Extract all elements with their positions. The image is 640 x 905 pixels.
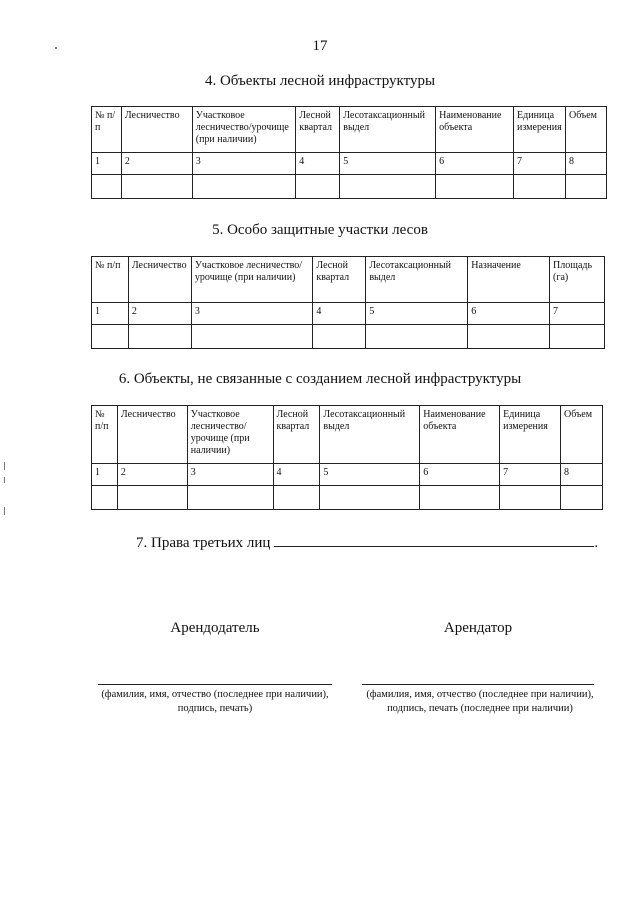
third-party-rights-label: 7. Права третьих лиц bbox=[136, 535, 271, 551]
table-cell: 5 bbox=[340, 153, 436, 175]
table-cell: 4 bbox=[313, 303, 366, 325]
header-cell: Объем bbox=[566, 107, 607, 153]
table-cell: 3 bbox=[191, 303, 313, 325]
table-cell: 3 bbox=[187, 464, 273, 486]
lessee-caption-line1: (фамилия, имя, отчество (последнее при наличии), bbox=[366, 689, 594, 700]
header-cell: Участковое лесничество/ урочище (при наличии) bbox=[187, 406, 273, 464]
header-cell: Площадь (га) bbox=[550, 257, 605, 303]
table-cell: 2 bbox=[117, 464, 187, 486]
table-cell bbox=[187, 486, 273, 510]
header-cell: Лесничество bbox=[121, 107, 192, 153]
header-cell: Лесотаксационный выдел bbox=[366, 257, 468, 303]
table-cell bbox=[500, 486, 561, 510]
scan-mark bbox=[4, 462, 5, 470]
table-cell bbox=[514, 175, 566, 199]
table-cell bbox=[121, 175, 192, 199]
table-header-row bbox=[92, 107, 607, 153]
section6-table bbox=[91, 405, 603, 510]
header-cell: Лесной квартал bbox=[296, 107, 340, 153]
header-cell: Наименование объекта bbox=[420, 406, 500, 464]
scan-mark bbox=[4, 507, 5, 515]
table-cell bbox=[550, 325, 605, 349]
lessee-signature-line bbox=[362, 684, 594, 685]
section5-title: 5. Особо защитные участки лесов bbox=[212, 222, 428, 238]
table-cell: 6 bbox=[468, 303, 550, 325]
fill-in-line bbox=[274, 532, 594, 547]
table-header-row bbox=[92, 257, 605, 303]
lessee-label: Арендатор bbox=[443, 620, 513, 636]
header-cell: Лесничество bbox=[128, 257, 191, 303]
table-cell: 2 bbox=[121, 153, 192, 175]
header-cell: Единица измерения bbox=[500, 406, 561, 464]
header-cell: Лесной квартал bbox=[273, 406, 320, 464]
end-mark: . bbox=[594, 535, 599, 551]
table-cell: 7 bbox=[500, 464, 561, 486]
header-cell: Единица измерения bbox=[514, 107, 566, 153]
table-cell: 7 bbox=[550, 303, 605, 325]
table-header-row bbox=[92, 406, 603, 464]
table-cell: 1 bbox=[92, 464, 118, 486]
table-cell bbox=[92, 175, 122, 199]
header-cell: Объем bbox=[561, 406, 603, 464]
header-cell: Наименование объекта bbox=[436, 107, 514, 153]
header-cell: Лесотаксационный выдел bbox=[340, 107, 436, 153]
table-cell bbox=[192, 175, 296, 199]
table-row bbox=[92, 303, 605, 325]
table-cell bbox=[273, 486, 320, 510]
scan-mark bbox=[55, 47, 57, 49]
table-cell bbox=[420, 486, 500, 510]
page-number: 17 bbox=[312, 38, 328, 54]
table-cell: 3 bbox=[192, 153, 296, 175]
lessor-caption bbox=[90, 688, 340, 716]
table-cell: 5 bbox=[320, 464, 420, 486]
table-cell bbox=[561, 486, 603, 510]
table-cell bbox=[320, 486, 420, 510]
header-cell: № п/п bbox=[92, 257, 129, 303]
table-cell: 6 bbox=[436, 153, 514, 175]
table-cell: 8 bbox=[561, 464, 603, 486]
table-cell bbox=[92, 325, 129, 349]
header-cell: Участковое лесничество/урочище (при наличии) bbox=[191, 257, 313, 303]
table-row bbox=[92, 325, 605, 349]
table-cell: 4 bbox=[273, 464, 320, 486]
table-cell: 8 bbox=[566, 153, 607, 175]
table-cell: 7 bbox=[514, 153, 566, 175]
table-cell bbox=[468, 325, 550, 349]
table-cell: 5 bbox=[366, 303, 468, 325]
table-cell bbox=[128, 325, 191, 349]
table-row bbox=[92, 175, 607, 199]
table-row bbox=[92, 464, 603, 486]
table-cell bbox=[296, 175, 340, 199]
lessor-caption-line1: (фамилия, имя, отчество (последнее при наличии), bbox=[101, 689, 329, 700]
section5-table bbox=[91, 256, 605, 349]
table-cell bbox=[117, 486, 187, 510]
section4-table bbox=[91, 106, 607, 199]
table-cell: 1 bbox=[92, 153, 122, 175]
header-cell: № п/п bbox=[92, 406, 118, 464]
third-party-rights bbox=[136, 532, 606, 552]
section6-title: 6. Объекты, не связанные с созданием лесной инфраструктуры bbox=[118, 371, 522, 387]
table-cell bbox=[340, 175, 436, 199]
table-cell bbox=[436, 175, 514, 199]
header-cell: Участковое лесничество/урочище (при наличии) bbox=[192, 107, 296, 153]
table-cell bbox=[92, 486, 118, 510]
table-cell: 6 bbox=[420, 464, 500, 486]
header-cell: Назначение bbox=[468, 257, 550, 303]
lessor-label: Арендодатель bbox=[170, 620, 260, 636]
scan-mark bbox=[4, 477, 5, 483]
header-cell: Лесничество bbox=[117, 406, 187, 464]
header-cell: Лесотаксационный выдел bbox=[320, 406, 420, 464]
section4-title: 4. Объекты лесной инфраструктуры bbox=[204, 73, 436, 89]
lessee-caption bbox=[352, 688, 608, 716]
table-cell: 1 bbox=[92, 303, 129, 325]
lessor-signature-line bbox=[98, 684, 332, 685]
header-cell: № п/п bbox=[92, 107, 122, 153]
table-row bbox=[92, 486, 603, 510]
table-cell bbox=[191, 325, 313, 349]
table-cell: 2 bbox=[128, 303, 191, 325]
table-cell bbox=[366, 325, 468, 349]
table-row bbox=[92, 153, 607, 175]
lessor-caption-line2: подпись, печать) bbox=[177, 703, 253, 715]
table-cell bbox=[566, 175, 607, 199]
table-cell bbox=[313, 325, 366, 349]
table-cell: 4 bbox=[296, 153, 340, 175]
header-cell: Лесной квартал bbox=[313, 257, 366, 303]
lessee-caption-line2: подпись, печать (последнее при наличии) bbox=[387, 703, 573, 715]
